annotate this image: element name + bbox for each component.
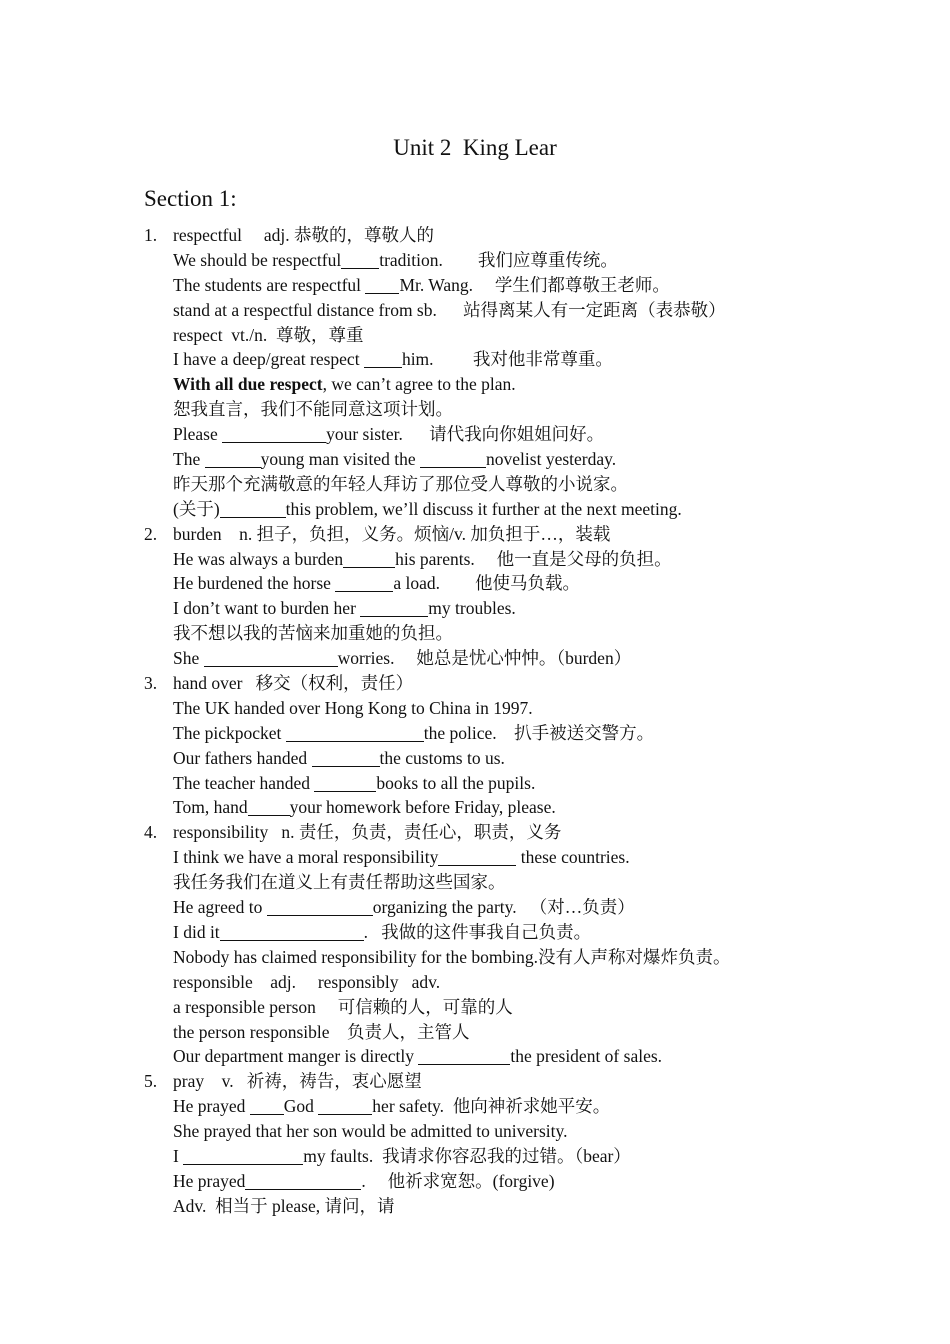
sentence-text: his parents. 他一直是父母的负担。 xyxy=(395,548,672,569)
example-line xyxy=(144,870,844,895)
item-number: 1. xyxy=(144,225,158,245)
fill-in-blank[interactable] xyxy=(418,1047,510,1065)
fill-in-blank[interactable] xyxy=(220,500,286,518)
sentence-text: , we can’t agree to the plan. xyxy=(322,374,516,395)
sentence-text: She prayed that her son would be admitted to university. xyxy=(173,1121,568,1142)
sentence-text: I xyxy=(173,1145,184,1166)
section-heading: Section 1: xyxy=(144,186,237,211)
example-line xyxy=(144,422,844,447)
item-number: 4. xyxy=(144,822,158,843)
sentence-text: her safety. 他向神祈求她平安。 xyxy=(372,1096,611,1117)
example-line xyxy=(144,970,844,995)
sentence-text: I think we have a moral responsibility xyxy=(173,847,439,868)
fill-in-blank[interactable] xyxy=(183,1147,303,1165)
sentence-text: Our department manger is directly xyxy=(173,1046,419,1067)
example-line xyxy=(144,1144,844,1169)
fill-in-blank[interactable] xyxy=(222,425,326,443)
example-line xyxy=(144,323,844,348)
sentence-text: the police. 扒手被送交警方。 xyxy=(423,722,655,743)
sentence-text: these countries. xyxy=(516,847,630,868)
example-line xyxy=(144,273,844,298)
fill-in-blank[interactable] xyxy=(343,550,395,568)
sentence-text: He burdened the horse xyxy=(173,573,336,594)
vocab-headword: respectful adj. 恭敬的，尊敬人的 xyxy=(173,225,434,245)
sentence-text: God xyxy=(283,1096,319,1117)
fill-in-blank[interactable] xyxy=(312,749,380,767)
example-line xyxy=(144,696,844,721)
sentence-text: my faults. 我请求你容忍我的过错。（bear） xyxy=(303,1145,631,1166)
sentence-text: Adv. 相当于 please, 请问，请 xyxy=(173,1195,395,1216)
bold-phrase: With all due respect xyxy=(173,374,323,395)
fill-in-blank[interactable] xyxy=(438,848,516,866)
sentence-text: him. 我对他非常尊重。 xyxy=(401,349,613,370)
sentence-text: (关于) xyxy=(173,498,220,519)
sentence-text: I don’t want to burden her xyxy=(173,598,361,619)
example-line xyxy=(144,372,844,397)
example-line xyxy=(144,795,844,820)
example-line xyxy=(144,1194,844,1219)
sentence-text: The pickpocket xyxy=(173,722,286,743)
sentence-text: . 他祈求宽恕。(forgive) xyxy=(361,1170,555,1191)
sentence-text: the customs to us. xyxy=(379,747,505,768)
fill-in-blank[interactable] xyxy=(248,798,290,816)
vocab-entry-heading xyxy=(144,522,844,547)
vocab-headword: hand over 移交（权利，责任） xyxy=(173,673,414,694)
sentence-text: 昨天那个充满敬意的年轻人拜访了那位受人尊敬的小说家。 xyxy=(173,473,628,494)
example-line xyxy=(144,397,844,422)
example-line xyxy=(144,995,844,1020)
sentence-text: respect vt./n. 尊敬，尊重 xyxy=(173,324,364,345)
sentence-text: Our fathers handed xyxy=(173,747,312,768)
vocab-headword: pray v. 祈祷，祷告，衷心愿望 xyxy=(173,1071,422,1092)
example-line xyxy=(144,571,844,596)
page-title: Unit 2 King Lear xyxy=(393,135,557,160)
sentence-text: this problem, we’ll discuss it further at the next meeting. xyxy=(285,498,682,519)
example-line xyxy=(144,1169,844,1194)
example-line xyxy=(144,1020,844,1045)
sentence-text: books to all the pupils. xyxy=(376,772,536,793)
sentence-text: He agreed to xyxy=(173,897,267,918)
example-line xyxy=(144,547,844,572)
fill-in-blank[interactable] xyxy=(205,450,261,468)
fill-in-blank[interactable] xyxy=(420,450,486,468)
sentence-text: novelist yesterday. xyxy=(486,449,617,470)
sentence-text: He was always a burden xyxy=(173,548,344,569)
sentence-text: He prayed xyxy=(173,1170,246,1191)
example-line xyxy=(144,621,844,646)
fill-in-blank[interactable] xyxy=(267,898,373,916)
fill-in-blank[interactable] xyxy=(360,599,428,617)
sentence-text: I have a deep/great respect xyxy=(173,349,364,370)
example-line xyxy=(144,920,844,945)
sentence-text: The students are respectful xyxy=(173,274,366,295)
example-line xyxy=(144,746,844,771)
sentence-text: Nobody has claimed responsibility for the bombing.没有人声称对爆炸负责。 xyxy=(173,946,731,967)
fill-in-blank[interactable] xyxy=(204,649,338,667)
sentence-text: 我不想以我的苦恼来加重她的负担。 xyxy=(173,623,453,644)
example-line xyxy=(144,771,844,796)
fill-in-blank[interactable] xyxy=(250,1097,284,1115)
sentence-text: We should be respectful xyxy=(173,249,342,270)
example-line xyxy=(144,347,844,372)
example-line xyxy=(144,646,844,671)
example-line xyxy=(144,1044,844,1069)
sentence-text: . 我做的这件事我自己负责。 xyxy=(363,921,592,942)
item-number: 2. xyxy=(144,523,158,544)
fill-in-blank[interactable] xyxy=(364,350,402,368)
example-line xyxy=(144,472,844,497)
example-line xyxy=(144,447,844,472)
sentence-text: worries. 她总是忧心忡忡。（burden） xyxy=(337,648,632,669)
sentence-text: 我任务我们在道义上有责任帮助这些国家。 xyxy=(173,872,506,893)
sentence-text: organizing the party. （对…负责） xyxy=(372,897,635,918)
fill-in-blank[interactable] xyxy=(245,1172,361,1190)
sentence-text: The teacher handed xyxy=(173,772,315,793)
example-line xyxy=(144,845,844,870)
example-line xyxy=(144,248,844,273)
example-line xyxy=(144,895,844,920)
fill-in-blank[interactable] xyxy=(365,276,399,294)
vocab-entry-heading xyxy=(144,1069,844,1094)
example-line xyxy=(144,721,844,746)
vocab-entry-heading xyxy=(144,671,844,696)
item-number: 3. xyxy=(144,673,158,694)
vocab-entry-heading xyxy=(144,820,844,845)
sentence-text: Mr. Wang. 学生们都尊敬王老师。 xyxy=(399,274,670,295)
sentence-text: the president of sales. xyxy=(510,1046,663,1067)
sentence-text: your homework before Friday, please. xyxy=(289,797,556,818)
sentence-text: my troubles. xyxy=(428,598,516,619)
sentence-text: tradition. 我们应尊重传统。 xyxy=(379,249,618,270)
sentence-text: The xyxy=(173,449,205,470)
vocab-entry-heading xyxy=(144,223,844,248)
sentence-text: your sister. 请代我向你姐姐问好。 xyxy=(326,424,605,445)
sentence-text: a responsible person 可信赖的人，可靠的人 xyxy=(173,996,513,1017)
example-line xyxy=(144,298,844,323)
vocab-headword: responsibility n. 责任，负责，责任心，职责，义务 xyxy=(173,822,562,843)
fill-in-blank[interactable] xyxy=(318,1097,372,1115)
example-line xyxy=(144,1119,844,1144)
vocab-headword: burden n. 担子，负担，义务。烦恼/v. 加负担于…，装载 xyxy=(173,523,611,544)
sentence-text: stand at a respectful distance from sb. 站得离某人有一定距离（表恭敬） xyxy=(173,299,726,320)
sentence-text: I did it xyxy=(173,921,220,942)
example-line xyxy=(144,596,844,621)
sentence-text: Please xyxy=(173,424,223,445)
vocabulary-list xyxy=(144,223,844,1219)
item-number: 5. xyxy=(144,1071,158,1092)
sentence-text: a load. 他使马负载。 xyxy=(393,573,580,594)
fill-in-blank[interactable] xyxy=(286,724,424,742)
example-line xyxy=(144,945,844,970)
example-line xyxy=(144,1094,844,1119)
fill-in-blank[interactable] xyxy=(314,774,376,792)
fill-in-blank[interactable] xyxy=(220,923,364,941)
sentence-text: Tom, hand xyxy=(173,797,248,818)
fill-in-blank[interactable] xyxy=(335,574,393,592)
sentence-text: He prayed xyxy=(173,1096,250,1117)
example-line xyxy=(144,497,844,522)
sentence-text: responsible adj. responsibly adv. xyxy=(173,971,441,992)
fill-in-blank[interactable] xyxy=(341,251,379,269)
sentence-text: 恕我直言，我们不能同意这项计划。 xyxy=(173,399,453,420)
sentence-text: the person responsible 负责人，主管人 xyxy=(173,1021,470,1042)
sentence-text: young man visited the xyxy=(260,449,421,470)
sentence-text: She xyxy=(173,648,204,669)
sentence-text: The UK handed over Hong Kong to China in 1997. xyxy=(173,697,533,718)
